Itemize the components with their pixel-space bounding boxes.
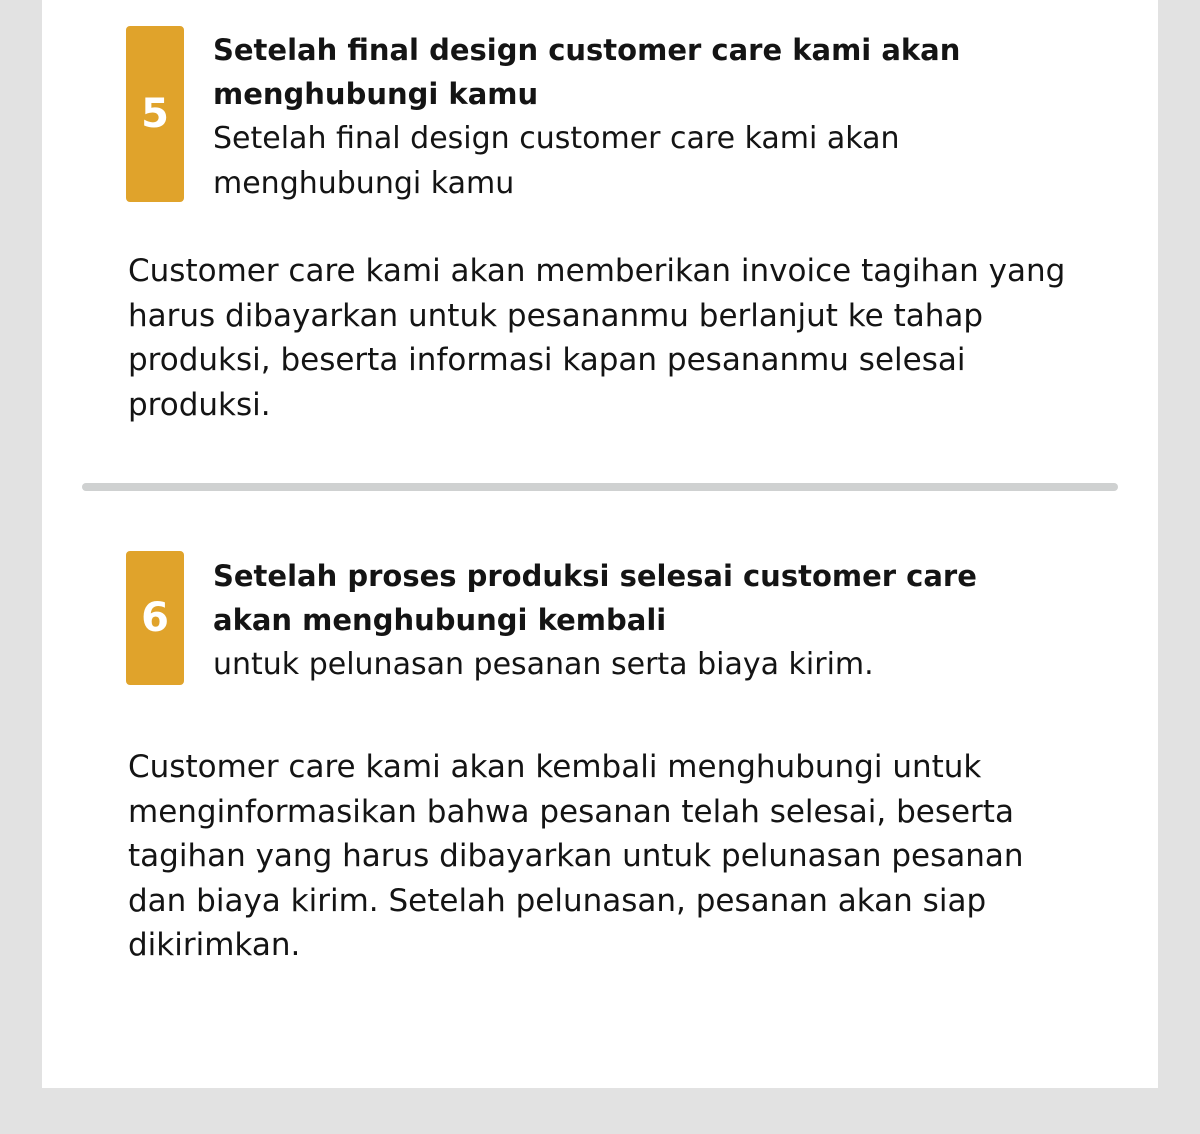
step-subtitle: Setelah final design customer care kami akan menghubungi kamu — [213, 121, 900, 201]
content-card — [42, 0, 1158, 1088]
step-text — [213, 554, 1013, 687]
step-subtitle: untuk pelunasan pesanan serta biaya kirim. — [213, 647, 874, 682]
step-text — [213, 28, 1013, 206]
step-title: Setelah final design customer care kami akan menghubungi kamu — [213, 33, 961, 111]
section-divider — [82, 483, 1118, 491]
step-number-badge: 5 — [126, 26, 184, 202]
step-title: Setelah proses produksi selesai customer care akan menghubungi kembali — [213, 559, 977, 637]
step-description: Customer care kami akan memberikan invoice tagihan yang harus dibayarkan untuk pesananmu berlanjut ke tahap produksi, beserta informasi kapan pesananmu selesai produksi. — [128, 253, 1066, 423]
step-number-badge: 6 — [126, 551, 184, 685]
step-description: Customer care kami akan kembali menghubungi untuk menginformasikan bahwa pesanan telah selesai, beserta tagihan yang harus dibayarkan untuk pelunasan pesanan dan biaya kirim. Setelah pelunasan, pesanan akan siap dikirimkan. — [128, 749, 1024, 963]
